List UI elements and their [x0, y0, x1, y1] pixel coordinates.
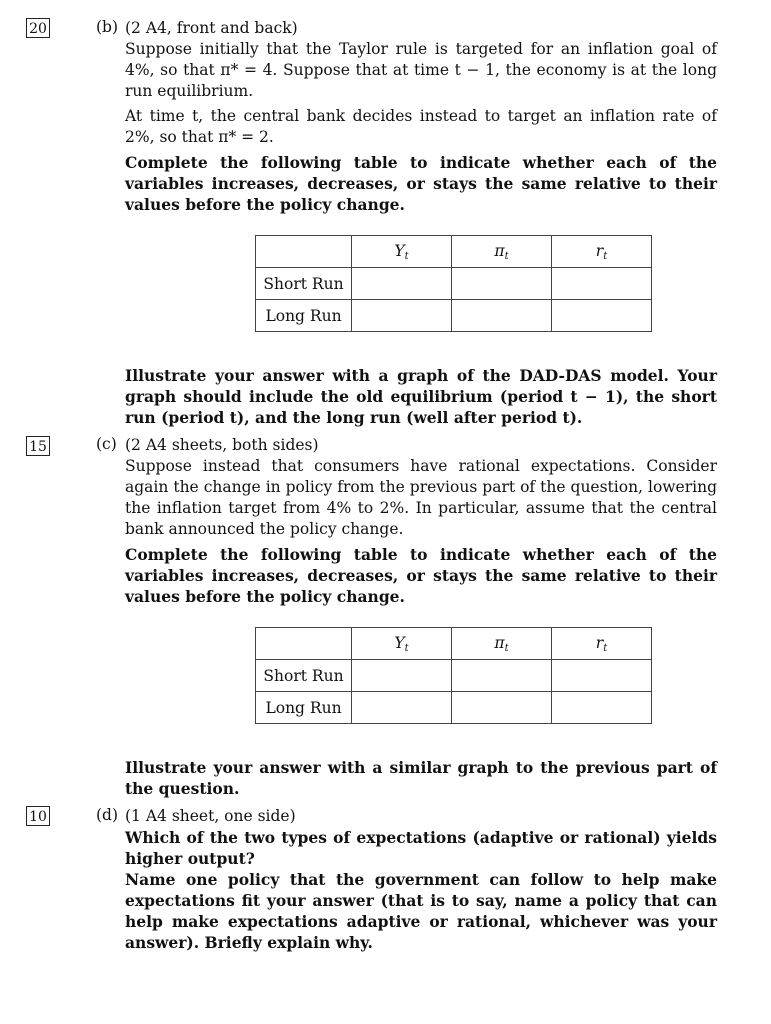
answer-cell[interactable] — [352, 692, 452, 724]
part-b-heading: (2 A4, front and back) — [125, 19, 298, 37]
part-d-heading: (1 A4 sheet, one side) — [125, 807, 296, 825]
marks-box-b: 20 — [26, 18, 50, 38]
part-c-illustrate: Illustrate your answer with a similar graph to the previous part of the question. — [125, 758, 717, 798]
part-c-instruction: Complete the following table to indicate whether each of the variables increases, decreases, or stays the same relative to their values before the policy change. — [125, 545, 717, 606]
answer-cell[interactable] — [552, 268, 652, 300]
answer-cell[interactable] — [552, 660, 652, 692]
part-c-heading: (2 A4 sheets, both sides) — [125, 436, 319, 454]
part-label-c: (c) — [96, 435, 117, 453]
answer-table-c — [255, 627, 652, 724]
answer-cell[interactable] — [452, 268, 552, 300]
part-c-illustrate-block — [125, 757, 717, 799]
part-d-text — [125, 806, 717, 953]
row-header-short-run: Short Run — [256, 268, 352, 300]
row-header-long-run: Long Run — [256, 300, 352, 332]
part-label-b: (b) — [96, 18, 119, 36]
answer-cell[interactable] — [452, 660, 552, 692]
table-row — [256, 692, 652, 724]
column-header-inflation: $\pi_t$ — [452, 236, 552, 268]
part-label-d: (d) — [96, 806, 119, 824]
column-header-output: $Y_t$ — [352, 628, 452, 660]
part-c-text — [125, 435, 717, 607]
part-d-question-2: Name one policy that the government can follow to help make expectations fit your answer (that is to say, name a policy that can help make expectations adaptive or rational, whichever was your answer). Briefly explain why. — [125, 870, 717, 952]
part-b-text — [125, 18, 717, 215]
marks-box-d: 10 — [26, 806, 50, 826]
table-row — [256, 300, 652, 332]
table-corner-cell — [256, 628, 352, 660]
row-header-long-run: Long Run — [256, 692, 352, 724]
table-row — [256, 660, 652, 692]
part-b-illustrate-block — [125, 365, 717, 428]
part-c-intro: Suppose instead that consumers have rational expectations. Consider again the change in policy from the previous part of the question, lowering the inflation target from 4% to 2%. In particular, assume that the central bank announced the policy change. — [125, 457, 717, 538]
table-header-row — [256, 628, 652, 660]
part-b-illustrate: Illustrate your answer with a graph of the DAD-DAS model. Your graph should include the old equilibrium (period t − 1), the short run (period t), and the long run (well after period t). — [125, 366, 717, 427]
answer-cell[interactable] — [552, 300, 652, 332]
answer-cell[interactable] — [452, 692, 552, 724]
answer-cell[interactable] — [352, 268, 452, 300]
table-header-row — [256, 236, 652, 268]
answer-cell[interactable] — [452, 300, 552, 332]
part-b-instruction: Complete the following table to indicate whether each of the variables increases, decreases, or stays the same relative to their values before the policy change. — [125, 153, 717, 214]
part-b-intro-1: Suppose initially that the Taylor rule is targeted for an inflation goal of 4%, so that π* = 4. Suppose that at time t − 1, the economy is at the long run equilibrium. — [125, 40, 717, 100]
table-row — [256, 268, 652, 300]
answer-cell[interactable] — [352, 300, 452, 332]
column-header-output: $Y_t$ — [352, 236, 452, 268]
table-corner-cell — [256, 236, 352, 268]
row-header-short-run: Short Run — [256, 660, 352, 692]
answer-cell[interactable] — [352, 660, 452, 692]
part-b-intro-2: At time t, the central bank decides instead to target an inflation rate of 2%, so that π* = 2. — [125, 107, 717, 146]
answer-table-b — [255, 235, 652, 332]
answer-cell[interactable] — [552, 692, 652, 724]
column-header-interest-rate: $r_t$ — [552, 236, 652, 268]
part-d-question-1: Which of the two types of expectations (adaptive or rational) yields higher output? — [125, 828, 717, 868]
column-header-inflation: $\pi_t$ — [452, 628, 552, 660]
marks-box-c: 15 — [26, 436, 50, 456]
column-header-interest-rate: $r_t$ — [552, 628, 652, 660]
